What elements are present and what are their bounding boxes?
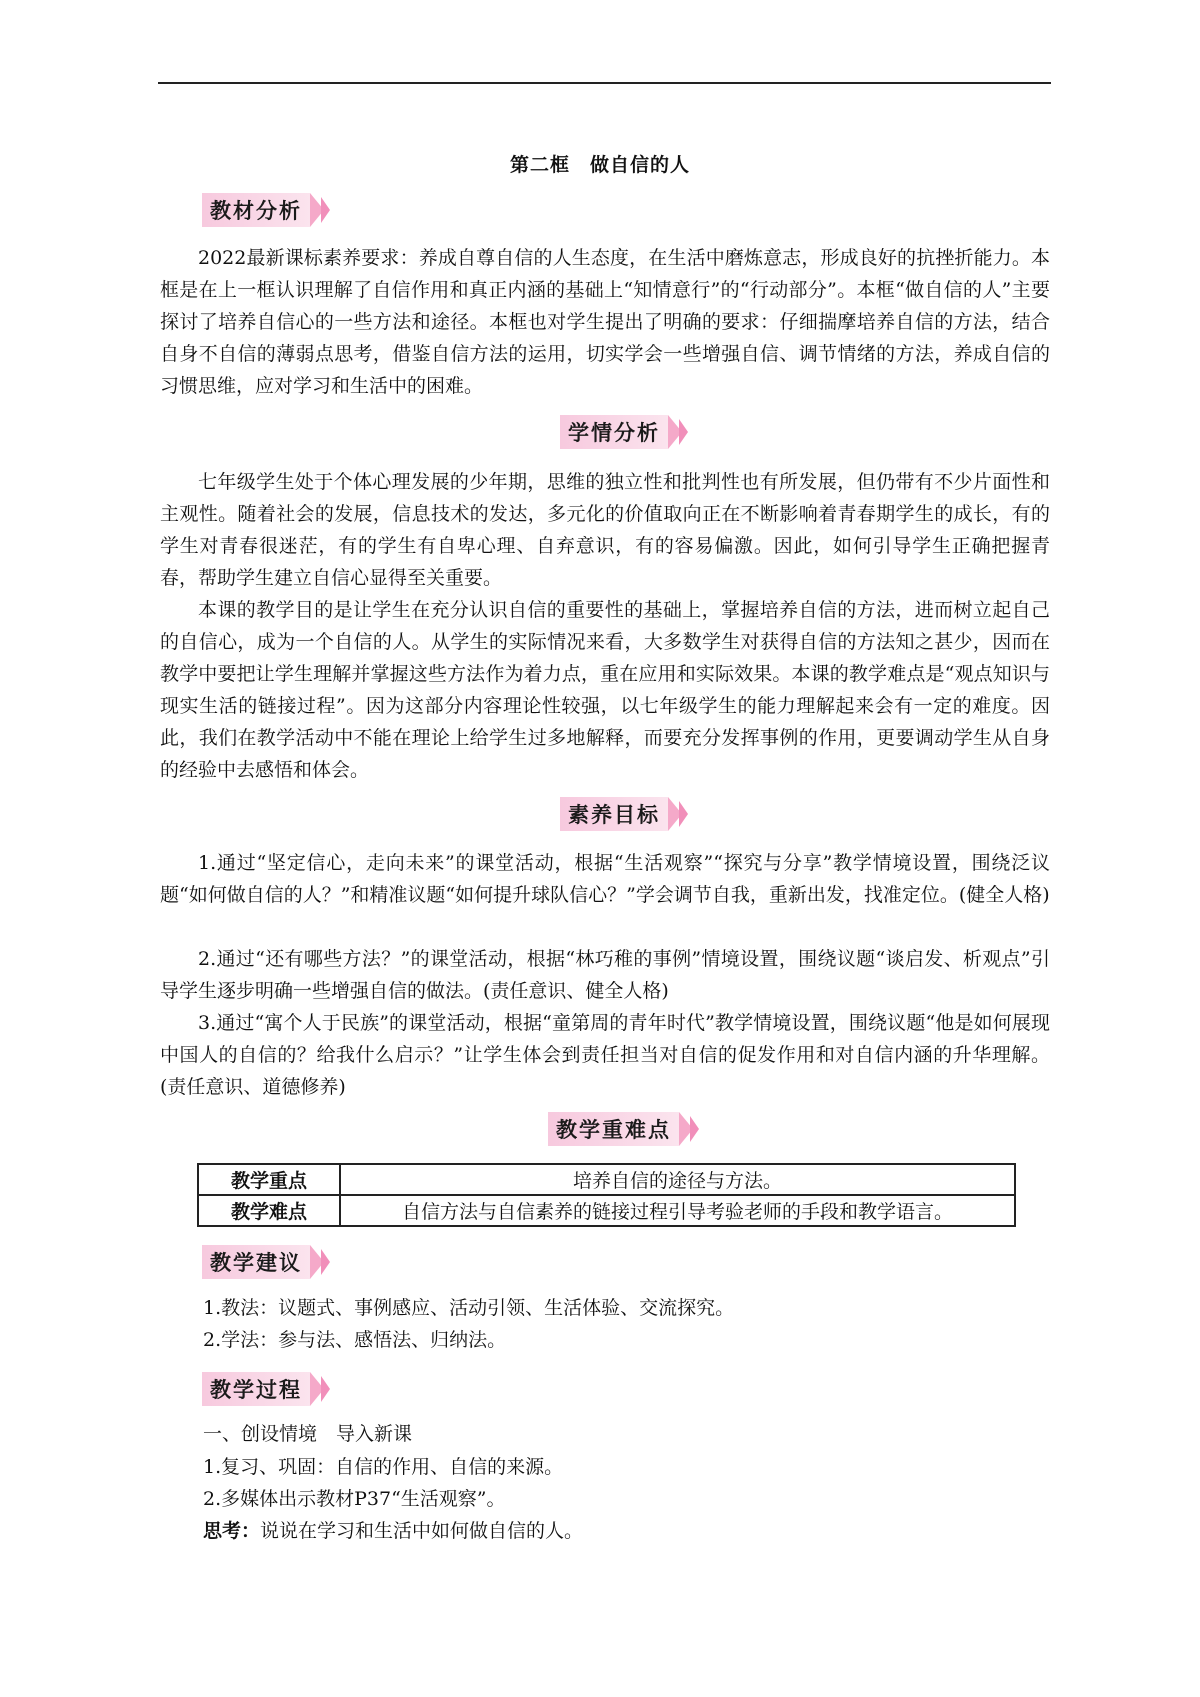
think-text: 说说在学习和生活中如何做自信的人。 (260, 1520, 584, 1542)
badge-arrow-icon (679, 801, 688, 827)
process-item-1: 1.复习、巩固：自信的作用、自信的来源。 (203, 1456, 564, 1478)
suggestion-item-2: 2.学法：参与法、感悟法、归纳法。 (203, 1329, 507, 1351)
section-badge-analysis (202, 193, 330, 227)
section-title: 素养目标 (560, 797, 668, 831)
badge-arrow-icon (679, 419, 688, 445)
suggestion-item-1: 1.教法：议题式、事例感应、活动引领、生活体验、交流探究。 (203, 1297, 735, 1319)
section-badge-learners (560, 415, 688, 449)
process-step-title: 一、创设情境 导入新课 (203, 1423, 413, 1445)
badge-arrow-icon (321, 1249, 330, 1275)
analysis-paragraph: 2022最新课标素养要求：养成自尊自信的人生态度，在生活中磨炼意志，形成良好的抗挫折能力。本框是在上一框认识理解了自信作用和真正内涵的基础上“知情意行”的“行动部分”。本框“做自信的人”主要探讨了培养自信心的一些方法和途径。本框也对学生提出了明确的要求：仔细揣摩培养自信的方法，结合自身不自信的薄弱点思考，借鉴自信方法的运用，切实学会一些增强自信、调节情绪的方法，养成自信的习惯思维，应对学习和生活中的困难。 (160, 247, 1050, 397)
table-cell-value: 自信方法与自信素养的链接过程引导考验老师的手段和教学语言。 (340, 1195, 1015, 1226)
process-item-2: 2.多媒体出示教材P37“生活观察”。 (203, 1488, 506, 1510)
table-cell-value: 培养自信的途径与方法。 (340, 1164, 1015, 1195)
section-title: 教材分析 (202, 193, 310, 227)
think-label: 思考： (203, 1520, 261, 1542)
table-row (198, 1195, 1015, 1226)
goal-item-1: 1.通过“坚定信心，走向未来”的课堂活动，根据“生活观察”“探究与分享”教学情境设置，围绕泛议题“如何做自信的人？”和精准议题“如何提升球队信心？”学会调节自我，重新出发，找准定位。(健全人格) (160, 852, 1050, 906)
table-cell-key: 教学重点 (198, 1164, 340, 1195)
badge-arrow-icon (690, 1116, 699, 1142)
badge-arrow-icon (321, 197, 330, 223)
keypoints-table (197, 1163, 1016, 1227)
section-title: 教学过程 (202, 1372, 310, 1406)
page-subtitle: 第二框 做自信的人 (509, 154, 690, 176)
badge-arrow-icon (321, 1376, 330, 1402)
section-title: 教学建议 (202, 1245, 310, 1279)
section-badge-goals (560, 797, 688, 831)
section-badge-keypoints (548, 1112, 699, 1146)
learners-paragraph-1: 七年级学生处于个体心理发展的少年期，思维的独立性和批判性也有所发展，但仍带有不少片面性和主观性。随着社会的发展，信息技术的发达，多元化的价值取向正在不断影响着青春期学生的成长，有的学生对青春很迷茫，有的学生有自卑心理、自弃意识，有的容易偏激。因此，如何引导学生正确把握青春，帮助学生建立自信心显得至关重要。 (160, 471, 1050, 589)
table-cell-key: 教学难点 (198, 1195, 340, 1226)
goal-item-3: 3.通过“寓个人于民族”的课堂活动，根据“童第周的青年时代”教学情境设置，围绕议题“他是如何展现中国人的自信的？给我什么启示？”让学生体会到责任担当对自信的促发作用和对自信内涵的升华理解。(责任意识、道德修养) (160, 1012, 1050, 1098)
goal-item-2: 2.通过“还有哪些方法？”的课堂活动，根据“林巧稚的事例”情境设置，围绕议题“谈启发、析观点”引导学生逐步明确一些增强自信的做法。(责任意识、健全人格) (160, 948, 1050, 1002)
process-think (203, 1515, 583, 1547)
header-rule (158, 82, 1051, 84)
learners-paragraph-2: 本课的教学目的是让学生在充分认识自信的重要性的基础上，掌握培养自信的方法，进而树立起自己的自信心，成为一个自信的人。从学生的实际情况来看，大多数学生对获得自信的方法知之甚少，因而在教学中要把让学生理解并掌握这些方法作为着力点，重在应用和实际效果。本课的教学难点是“观点知识与现实生活的链接过程”。因为这部分内容理论性较强，以七年级学生的能力理解起来会有一定的难度。因此，我们在教学活动中不能在理论上给学生过多地解释，而要充分发挥事例的作用，更要调动学生从自身的经验中去感悟和体会。 (160, 599, 1050, 781)
table-row (198, 1164, 1015, 1195)
section-title: 学情分析 (560, 415, 668, 449)
section-badge-suggestions (202, 1245, 330, 1279)
section-badge-process (202, 1372, 330, 1406)
section-title: 教学重难点 (548, 1112, 679, 1146)
